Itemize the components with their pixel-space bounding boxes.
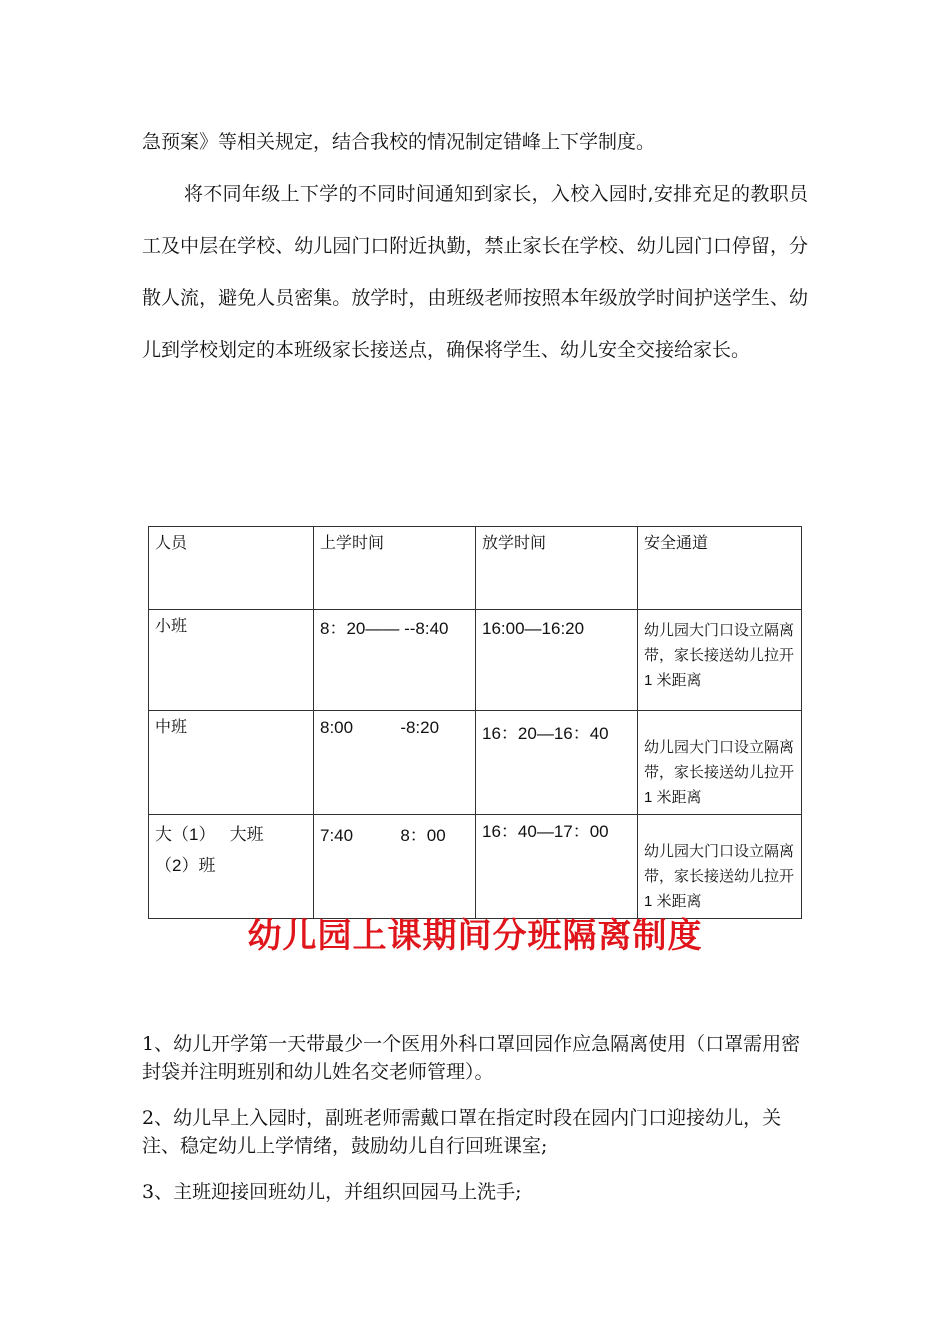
header-cell-personnel: 人员 xyxy=(149,527,314,610)
section-title: 幼儿园上课期间分班隔离制度 xyxy=(247,916,703,956)
intro-paragraph: 将不同年级上下学的不同时间通知到家长，入校入园时,安排充足的教职员工及中层在学校、幼儿园门口附近执勤，禁止家长在学校、幼儿园门口停留，分散人流，避免人员密集。放学时，由班级老师按照本年级放学时间护送学生、幼儿到学校划定的本班级家长接送点，确保将学生、幼儿安全交接给家长。 xyxy=(142,183,808,361)
cell-departure-time: 16：40—17：00 xyxy=(476,815,638,919)
cell-arrival-time: 7:40 8：00 xyxy=(314,815,476,919)
header-cell-safe-channel: 安全通道 xyxy=(638,527,802,610)
table-row xyxy=(149,610,802,711)
cell-group: 大（1） 大班 （2）班 xyxy=(149,815,314,919)
header-cell-departure: 放学时间 xyxy=(476,527,638,610)
rule-item-2: 2、幼儿早上入园时，副班老师需戴口罩在指定时段在园内门口迎接幼儿，关注、稳定幼儿上学情绪，鼓励幼儿自行回班课室; xyxy=(142,1107,782,1157)
schedule-table xyxy=(148,526,802,919)
table-header-row xyxy=(149,527,802,610)
cell-arrival-time: 8:00 -8:20 xyxy=(314,711,476,815)
cell-safe-channel: 幼儿园大门口设立隔离带，家长接送幼儿拉开 1 米距离 xyxy=(638,815,802,919)
cell-group: 中班 xyxy=(149,711,314,815)
table-row xyxy=(149,711,802,815)
cell-safe-channel: 幼儿园大门口设立隔离带，家长接送幼儿拉开 1 米距离 xyxy=(638,610,802,711)
cell-safe-channel: 幼儿园大门口设立隔离带，家长接送幼儿拉开 1 米距离 xyxy=(638,711,802,815)
intro-line: 急预案》等相关规定，结合我校的情况制定错峰上下学制度。 xyxy=(142,131,656,153)
rule-item-3: 3、主班迎接回班幼儿，并组织回园马上洗手; xyxy=(142,1181,522,1203)
rule-item-1: 1、幼儿开学第一天带最少一个医用外科口罩回园作应急隔离使用（口罩需用密封袋并注明班别和幼儿姓名交老师管理）。 xyxy=(142,1033,801,1083)
cell-group: 小班 xyxy=(149,610,314,711)
table-row xyxy=(149,815,802,919)
cell-departure-time: 16：20—16：40 xyxy=(476,711,638,815)
cell-departure-time: 16:00—16:20 xyxy=(476,610,638,711)
header-cell-arrival: 上学时间 xyxy=(314,527,476,610)
cell-arrival-time: 8：20—— --8:40 xyxy=(314,610,476,711)
